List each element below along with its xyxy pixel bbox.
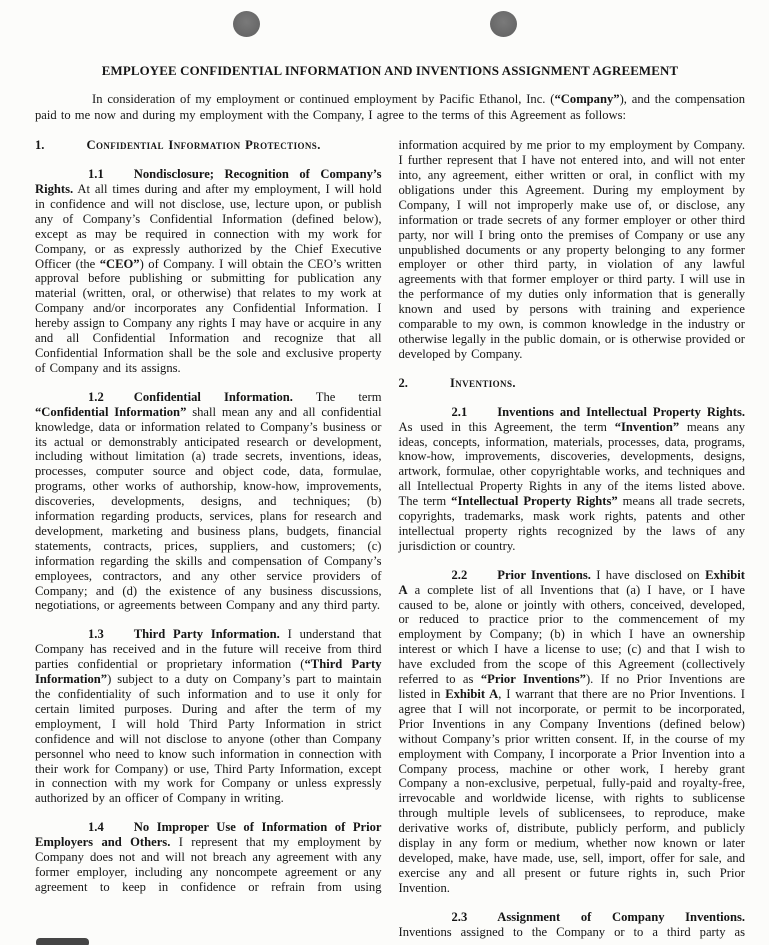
scan-artifact-bottom-left [36,938,89,945]
section-2-heading: 2. Inventions. [398,375,516,390]
document-content [35,0,745,945]
para-1-2: 1.2 Confidential Information. The term “Confidential Information” shall mean any and all confidential knowledge, data or information related to Company’s business or its actual or demonstrably anticipated research or development, including without limitation (a) trade secrets, inventions, ideas, processes, computer source and object code, data, formulae, programs, other works of authorship, know-how, improvements, discoveries, developments, designs, and techniques; (b) information regarding products, services, plans for research and development, marketing and business plans, budgets, financial statements, contracts, prices, suppliers, and customers; (c) information regarding the skills and compensation of Company’s employees, contractors, and any other service providers of Company; and (d) the existence of any business discussions, negotiations, or agreements between Company and any third party. [35,389,382,613]
section-1-heading: 1. Confidential Information Protections. [35,138,321,153]
left-column [35,138,382,945]
para-2-1: 2.1 Inventions and Intellectual Property Rights. As used in this Agreement, the term “Invention” means any ideas, concepts, information, materials, processes, data, programs, know-how, improvements, discoveries, developments, designs, artwork, formulae, other copyrightable works, and techniques and all Intellectual Property Rights in any of the items listed above. The term “Intellectual Property Rights” means all trade secrets, copyrights, trademarks, mask work rights, patents and other intellectual property rights recognized by the laws of any jurisdiction or country. [398,404,746,553]
para-1-4-continued: information acquired by me prior to my employment by Company. I further represent that I have not entered into, and will not enter into, any agreement, either written or oral, in conflict with my obligations under this Agreement. During my employment by Company, I will not improperly make use of, or disclose, any information or trade secrets of any former employer or other third party, nor will I bring onto the premises of Company or use any unpublished documents or any property belonging to any former employer or other third party, in violation of any lawful agreements with that former employer or third party. I will use in the performance of my duties only information that is generally known and used by persons with training and experience comparable to my own, is common knowledge in the industry or otherwise legally in the public domain, or is otherwise provided or developed by Company. [398,138,745,361]
intro-paragraph: In consideration of my employment or continued employment by Pacific Ethanol, Inc. (“Company”), and the compensation paid to me now and during my employment with the Company, I agree to the terms of this Agreement as follows: [35,92,745,122]
para-2-2: 2.2 Prior Inventions. I have disclosed on Exhibit A a complete list of all Inventions that (a) I have, or I have caused to be, alone or jointly with others, conceived, developed, or reduced to practice prior to the commencement of my employment by Company; (b) in which I have an ownership interest or which I have a license to use; (c) and that I wish to have excluded from the scope of this Agreement (collectively referred to as “Prior Inventions”). If no Prior Inventions are listed in Exhibit A, I warrant that there are no Prior Inventions. I agree that I will not incorporate, or permit to be incorporated, Prior Inventions in any Company Inventions (defined below) without Company’s prior written consent. If, in the course of my employment with Company, I incorporate a Prior Invention into a Company process, machine or other work, I hereby grant Company a non-exclusive, perpetual, fully-paid and royalty-free, irrevocable and worldwide license, with rights to sublicense through multiple levels of sublicensees, to reproduce, make derivative works of, distribute, publicly perform, and publicly display in any form or medium, whether now known or later developed, make, have made, use, sell, import, offer for sale, and exercise any and all present or future rights in, such Prior Invention. [398,567,745,895]
right-column [399,138,746,945]
para-1-4: 1.4 No Improper Use of Information of Prior Employers and Others. I represent that my employment by Company does not and will not breach any agreement with any former employer, including any noncompete agreement or any agreement to keep in confidence or refrain from using [35,820,382,894]
para-2-3: 2.3 Assignment of Company Inventions. Inventions assigned to the Company or to a third party as [398,909,745,939]
para-1-3: 1.3 Third Party Information. I understand that Company has received and in the future will receive from third parties confidential or proprietary information (“Third Party Information”) subject to a duty on Company’s part to maintain the confidentiality of such information and to use it only for certain limited purposes. During and after the term of my employment, I will hold Third Party Information in strict confidence and will not disclose to anyone (other than Company personnel who need to know such information in connection with their work for Company) or use, Third Party Information, except in connection with my work for Company or unless expressly authorized by an officer of Company in writing. [35,627,382,806]
para-1-1: 1.1 Nondisclosure; Recognition of Company’s Rights. At all times during and after my employment, I will hold in confidence and will not disclose, use, lecture upon, or publish any of Company’s Confidential Information (defined below), except as may be required in connection with my work for Company, or as expressly authorized by the Chief Executive Officer (the “CEO”) of Company. I will obtain the CEO’s written approval before publishing or submitting for publication any material (written, oral, or otherwise) that relates to my work at Company and/or incorporates any Confidential Information. I hereby assign to Company any rights I may have or acquire in any and all Confidential Information and recognize that all Confidential Information shall be the sole and exclusive property of Company and its assigns. [35,167,382,375]
document-title: EMPLOYEE CONFIDENTIAL INFORMATION AND INVENTIONS ASSIGNMENT AGREEMENT [101,64,679,78]
two-column-body [35,138,745,945]
